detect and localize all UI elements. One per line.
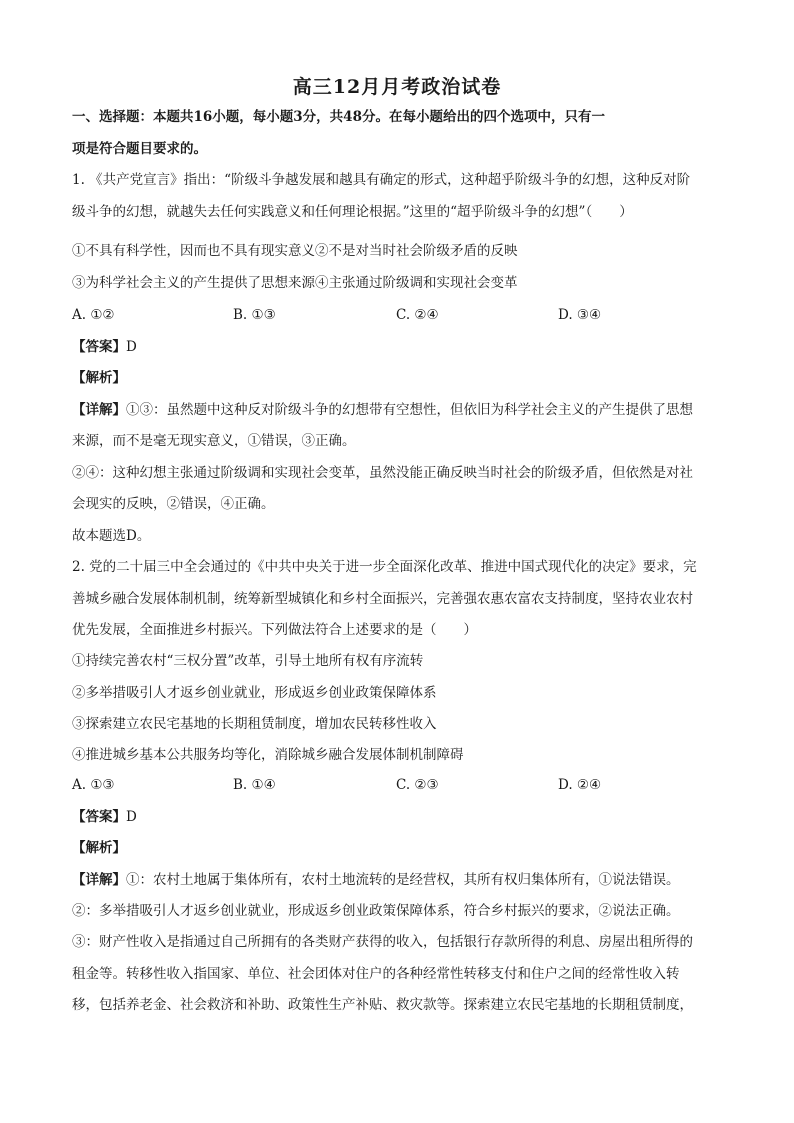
q2-statement-2: ②多举措吸引人才返乡创业就业，形成返乡创业政策保障体系 [72,685,437,701]
q2-detail-line5: 移，包括养老金、社会救济和补助、政策性生产补贴、救灾款等。探索建立农民宅基地的长期租赁制度， [72,997,693,1013]
q1-detail-text1: ①③：虽然题中这种反对阶级斗争的幻想带有空想性，但依旧为科学社会主义的产生提供了思想 [126,402,693,418]
q2-stem-line1: 2. 党的二十届三中全会通过的《中共中央关于进一步全面深化改革、推进中国式现代化的决定》要求，完 [72,559,697,575]
q1-detail-line3: ②④：这种幻想主张通过阶级调和实现社会变革，虽然没能正确反映当时社会的阶级矛盾，但依然是对社 [72,465,693,481]
q1-answer [72,338,137,356]
q2-detail-line2: ②：多举措吸引人才返乡创业就业，形成返乡创业政策保障体系，符合乡村振兴的要求，②说法正确。 [72,903,680,919]
q1-conclusion: 故本题选D。 [72,528,151,544]
q2-answer-value: D [126,809,137,825]
q2-option-c: C. ②③ [396,777,439,793]
section-heading-line1: 一、选择题：本题共16小题，每小题3分，共48分。在每小题给出的四个选项中，只有一 [72,109,605,125]
q2-answer [72,808,137,826]
q2-statement-4: ④推进城乡基本公共服务均等化，消除城乡融合发展体制机制障碍 [72,747,464,763]
q1-stem-line1: 1. 《共产党宣言》指出：“阶级斗争越发展和越具有确定的形式，这种超乎阶级斗争的幻想，这种反对阶 [72,172,691,188]
q2-option-b: B. ①④ [233,777,276,793]
q2-detail-tag: 【详解】 [72,872,126,888]
q2-detail-line1 [72,871,680,889]
q1-answer-tag: 【答案】 [72,339,126,355]
page-title: 高三12月月考政治试卷 [292,76,502,98]
q1-option-b: B. ①③ [233,307,276,323]
q2-statement-3: ③探索建立农民宅基地的长期租赁制度，增加农民转移性收入 [72,716,437,732]
q1-option-a: A. ①② [72,307,115,323]
q1-detail-line2: 来源，而不是毫无现实意义，①错误，③正确。 [72,433,356,449]
q1-option-c: C. ②④ [396,307,439,323]
q2-stem-line2: 善城乡融合发展体制机制，统筹新型城镇化和乡村全面振兴，完善强农惠农富农支持制度，坚持农业农村 [72,591,693,607]
q1-option-d: D. ③④ [558,307,602,323]
q1-answer-value: D [126,339,137,355]
q2-answer-tag: 【答案】 [72,809,126,825]
q1-statement-line2: ③为科学社会主义的产生提供了思想来源④主张通过阶级调和实现社会变革 [72,275,518,291]
q1-detail-line1 [72,401,693,419]
q1-statement-line1: ①不具有科学性，因而也不具有现实意义②不是对当时社会阶级矛盾的反映 [72,243,518,259]
q2-option-a: A. ①③ [72,777,115,793]
q2-detail-text1: ①：农村土地属于集体所有，农村土地流转的是经营权，其所有权归集体所有，①说法错误。 [126,872,680,888]
q2-stem-line3: 优先发展，全面推进乡村振兴。下列做法符合上述要求的是（ ） [72,622,477,638]
q2-detail-line3: ③：财产性收入是指通过自己所拥有的各类财产获得的收入，包括银行存款所得的利息、房屋出租所得的 [72,934,693,950]
q1-detail-tag: 【详解】 [72,402,126,418]
q2-option-d: D. ②④ [558,777,602,793]
q1-analysis-tag: 【解析】 [72,370,126,386]
q1-detail-line4: 会现实的反映，②错误，④正确。 [72,496,275,512]
q2-detail-line4: 租金等。转移性收入指国家、单位、社会团体对住户的各种经常性转移支付和住户之间的经常性收入转 [72,966,680,982]
q2-analysis-tag: 【解析】 [72,840,126,856]
q1-stem-line2: 级斗争的幻想，就越失去任何实践意义和任何理论根据。”这里的“超乎阶级斗争的幻想”（ ） [72,204,633,220]
section-heading-line2: 项是符合题目要求的。 [72,141,207,157]
q2-statement-1: ①持续完善农村“三权分置”改革，引导土地所有权有序流转 [72,653,424,669]
